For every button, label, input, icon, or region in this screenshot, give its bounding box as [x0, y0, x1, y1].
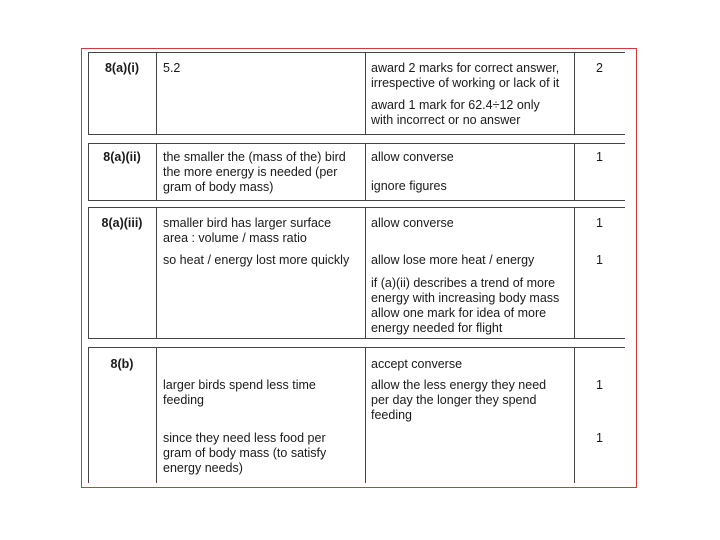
question-number: 8(a)(i): [104, 61, 140, 75]
answer-text: the smaller the (mass of the) bird: [163, 150, 346, 164]
mark-scheme-row-8aii: [88, 143, 625, 201]
guidance-text: ignore figures: [371, 179, 447, 193]
answer-text: gram of body mass (to satisfy: [163, 446, 327, 460]
guidance-text: allow converse: [371, 150, 454, 164]
guidance-text: if (a)(ii) describes a trend of more: [371, 276, 556, 290]
answer-text: so heat / energy lost more quickly: [163, 253, 350, 267]
guidance-text: accept converse: [371, 357, 463, 371]
guidance-text: per day the longer they spend: [371, 393, 537, 407]
mark-scheme-row-8ai: [88, 52, 625, 135]
answer-text: larger birds spend less time: [163, 378, 316, 392]
question-number: 8(a)(ii): [103, 150, 141, 164]
answer-text: since they need less food per: [163, 431, 326, 445]
guidance-text: feeding: [371, 408, 413, 422]
mark-scheme-row-8aiii: [88, 207, 625, 339]
guidance-text: award 2 marks for correct answer,: [371, 61, 560, 75]
marks-value: 2: [596, 61, 603, 75]
answer-text: gram of body mass): [163, 180, 274, 194]
guidance-text: energy needed for flight: [371, 321, 503, 335]
mark-scheme-row-8b: [88, 347, 625, 483]
marks-value: 1: [596, 150, 603, 164]
question-number: 8(a)(iii): [101, 216, 143, 230]
guidance-text: allow converse: [371, 216, 454, 230]
answer-text: feeding: [163, 393, 205, 407]
marks-value: 1: [596, 431, 603, 445]
answer-text: area : volume / mass ratio: [163, 231, 307, 245]
guidance-text: allow lose more heat / energy: [371, 253, 535, 267]
answer-text: 5.2: [163, 61, 181, 75]
guidance-text: irrespective of working or lack of it: [371, 76, 560, 90]
guidance-text: award 1 mark for 62.4÷12 only: [371, 98, 540, 112]
answer-text: energy needs): [163, 461, 243, 475]
guidance-text: energy with increasing body mass: [371, 291, 560, 305]
guidance-text: allow the less energy they need: [371, 378, 547, 392]
answer-text: smaller bird has larger surface: [163, 216, 332, 230]
guidance-text: allow one mark for idea of more: [371, 306, 547, 320]
question-number: 8(b): [110, 357, 134, 371]
marks-value: 1: [596, 253, 603, 267]
marks-value: 1: [596, 216, 603, 230]
answer-text: the more energy is needed (per: [163, 165, 338, 179]
marks-value: 1: [596, 378, 603, 392]
guidance-text: with incorrect or no answer: [371, 113, 521, 127]
